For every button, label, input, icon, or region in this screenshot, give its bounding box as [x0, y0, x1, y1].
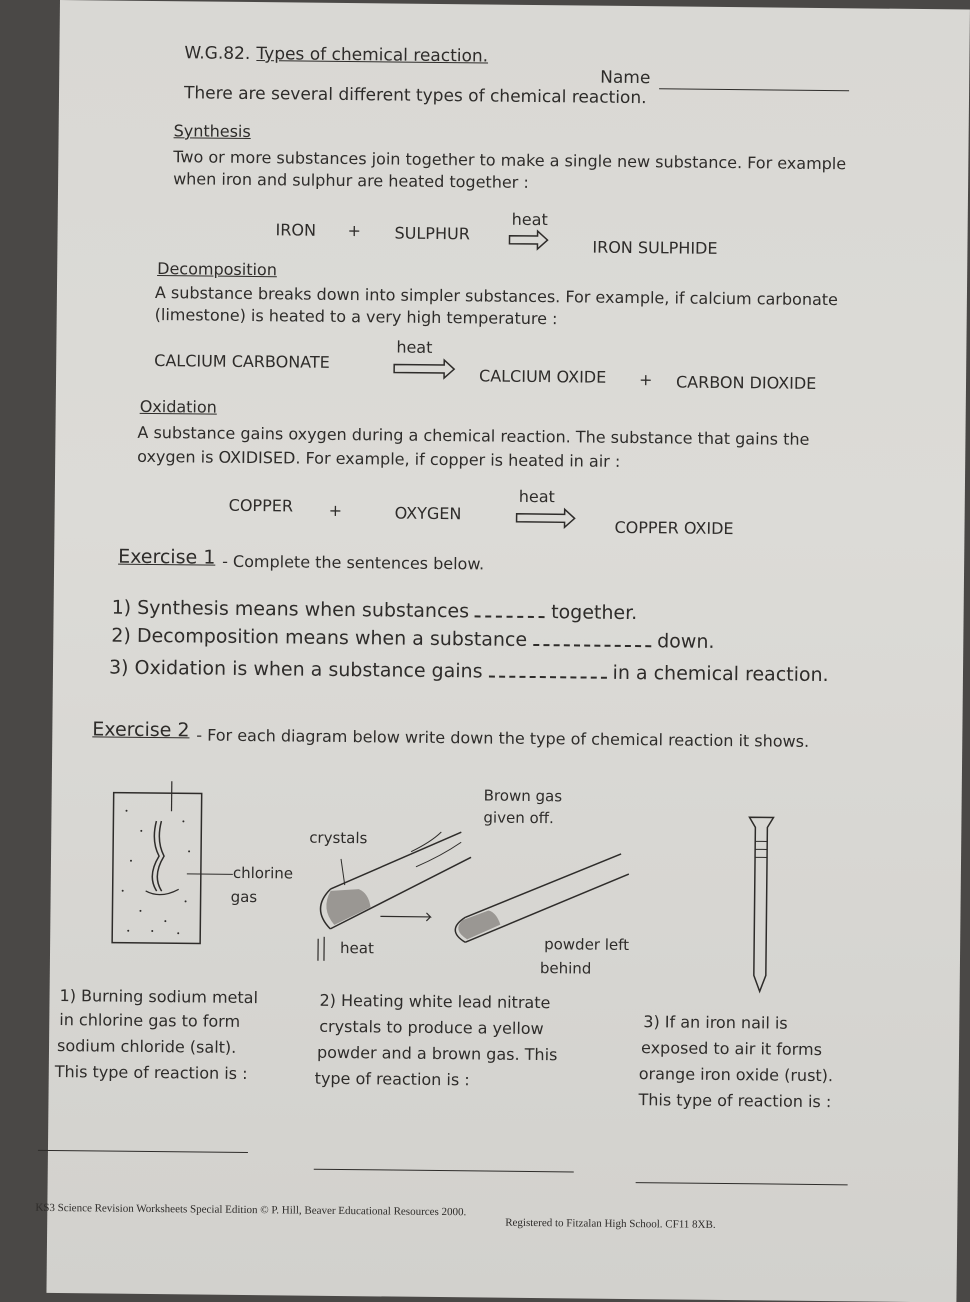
- exercise2-q2-line-4: type of reaction is :: [315, 1069, 470, 1090]
- exercise1-q3-answer-blank[interactable]: [489, 662, 607, 679]
- exercise2-q2-line-1: 2) Heating white lead nitrate: [319, 991, 550, 1012]
- worksheet-code: W.G.82.: [184, 43, 250, 64]
- oxidation-product: COPPER OXIDE: [614, 518, 733, 538]
- exercise1-instruction: - Complete the sentences below.: [222, 552, 484, 574]
- powder-label-1: powder left: [544, 935, 629, 954]
- exercise2-q1-answer-line[interactable]: [38, 1150, 248, 1153]
- synthesis-plus: +: [348, 221, 362, 240]
- exercise2-heading: Exercise 2: [92, 718, 189, 741]
- arrow-icon: [509, 231, 549, 251]
- crystals-label: crystals: [309, 829, 367, 848]
- exercise1-q1-text-b: together.: [551, 601, 637, 624]
- brown-gas-label-2: given off.: [483, 808, 554, 827]
- exercise1-q3: [109, 657, 829, 687]
- decomposition-heading: Decomposition: [157, 259, 277, 279]
- exercise2-q3-line-2: exposed to air it forms: [641, 1038, 822, 1059]
- oxidation-reactant-2: OXYGEN: [395, 504, 462, 524]
- gas-jar-diagram: [110, 781, 222, 952]
- exercise2-q3-answer-line[interactable]: [636, 1182, 848, 1185]
- iron-nail-diagram: [746, 815, 778, 995]
- exercise2-q2-line-2: crystals to produce a yellow: [319, 1017, 544, 1038]
- gas-label: gas: [231, 888, 258, 906]
- exercise1-q3-text-b: in a chemical reaction.: [613, 662, 829, 686]
- synthesis-text-1: Two or more substances join together to make a single new substance. For example: [173, 147, 846, 173]
- oxidation-reactant-1: COPPER: [229, 496, 293, 516]
- synthesis-text-2: when iron and sulphur are heated together :: [173, 169, 529, 192]
- footer-registered: Registered to Fitzalan High School. CF11 8XB.: [505, 1217, 716, 1231]
- decomposition-text-2: (limestone) is heated to a very high temperature :: [155, 305, 558, 328]
- exercise2-q1-line-1: 1) Burning sodium metal: [59, 986, 258, 1007]
- arrow-icon: [516, 509, 576, 530]
- exercise2-q3-line-3: orange iron oxide (rust).: [639, 1064, 833, 1085]
- exercise1-q2-text-b: down.: [657, 630, 715, 653]
- powder-label-2: behind: [540, 959, 592, 978]
- oxidation-text-1: A substance gains oxygen during a chemical reaction. The substance that gains the: [137, 423, 809, 449]
- exercise2-q1-line-2: in chlorine gas to form: [59, 1010, 240, 1031]
- synthesis-reactant-1: IRON: [276, 220, 317, 239]
- exercise1-q2-text-a: 2) Decomposition means when a substance: [111, 625, 527, 651]
- exercise2-q2-answer-line[interactable]: [314, 1169, 574, 1173]
- footer-source: KS3 Science Revision Worksheets Special Edition © P. Hill, Beaver Educational Resources 2000.: [35, 1202, 466, 1219]
- decomposition-reactant: CALCIUM CARBONATE: [154, 351, 330, 372]
- worksheet-title: Types of chemical reaction.: [256, 44, 488, 66]
- synthesis-product: IRON SULPHIDE: [592, 238, 717, 258]
- oxidation-condition: heat: [519, 487, 555, 506]
- synthesis-heading: Synthesis: [174, 121, 251, 141]
- chlorine-label: chlorine: [233, 864, 293, 883]
- decomposition-text-1: A substance breaks down into simpler substances. For example, if calcium carbonate: [155, 283, 838, 309]
- brown-gas-label-1: Brown gas: [484, 786, 563, 805]
- decomposition-condition: heat: [396, 338, 432, 357]
- exercise2-instruction: - For each diagram below write down the type of chemical reaction it shows.: [196, 725, 809, 750]
- exercise1-q2: [111, 625, 714, 653]
- decomposition-product-2: CARBON DIOXIDE: [676, 372, 816, 392]
- worksheet-page: [46, 0, 969, 1302]
- decomposition-plus: +: [639, 370, 653, 389]
- exercise1-heading: Exercise 1: [118, 546, 215, 569]
- arrow-icon: [394, 360, 456, 381]
- exercise1-q3-text-a: 3) Oxidation is when a substance gains: [109, 657, 483, 683]
- name-field-line[interactable]: [659, 88, 849, 91]
- exercise1-q1-text-a: 1) Synthesis means when substances: [112, 597, 470, 623]
- name-label: Name: [600, 68, 650, 89]
- exercise2-q2-line-3: powder and a brown gas. This: [317, 1043, 558, 1065]
- exercise1-q2-answer-blank[interactable]: [533, 630, 651, 647]
- oxidation-text-2: oxygen is OXIDISED. For example, if copper is heated in air :: [137, 447, 620, 471]
- heat-label: heat: [340, 939, 374, 957]
- exercise1-q1: [112, 597, 638, 625]
- synthesis-condition: heat: [512, 210, 548, 229]
- exercise1-q1-answer-blank[interactable]: [475, 601, 545, 618]
- exercise2-q1-line-4: This type of reaction is :: [55, 1062, 248, 1083]
- exercise2-q3-line-1: 3) If an iron nail is: [643, 1012, 788, 1033]
- exercise2-q3-line-4: This type of reaction is :: [638, 1090, 831, 1111]
- synthesis-reactant-2: SULPHUR: [394, 224, 469, 244]
- decomposition-product-1: CALCIUM OXIDE: [479, 366, 606, 386]
- oxidation-plus: +: [329, 501, 343, 520]
- oxidation-heading: Oxidation: [140, 397, 217, 417]
- exercise2-q1-line-3: sodium chloride (salt).: [57, 1036, 236, 1057]
- intro-text: There are several different types of chemical reaction.: [184, 83, 647, 108]
